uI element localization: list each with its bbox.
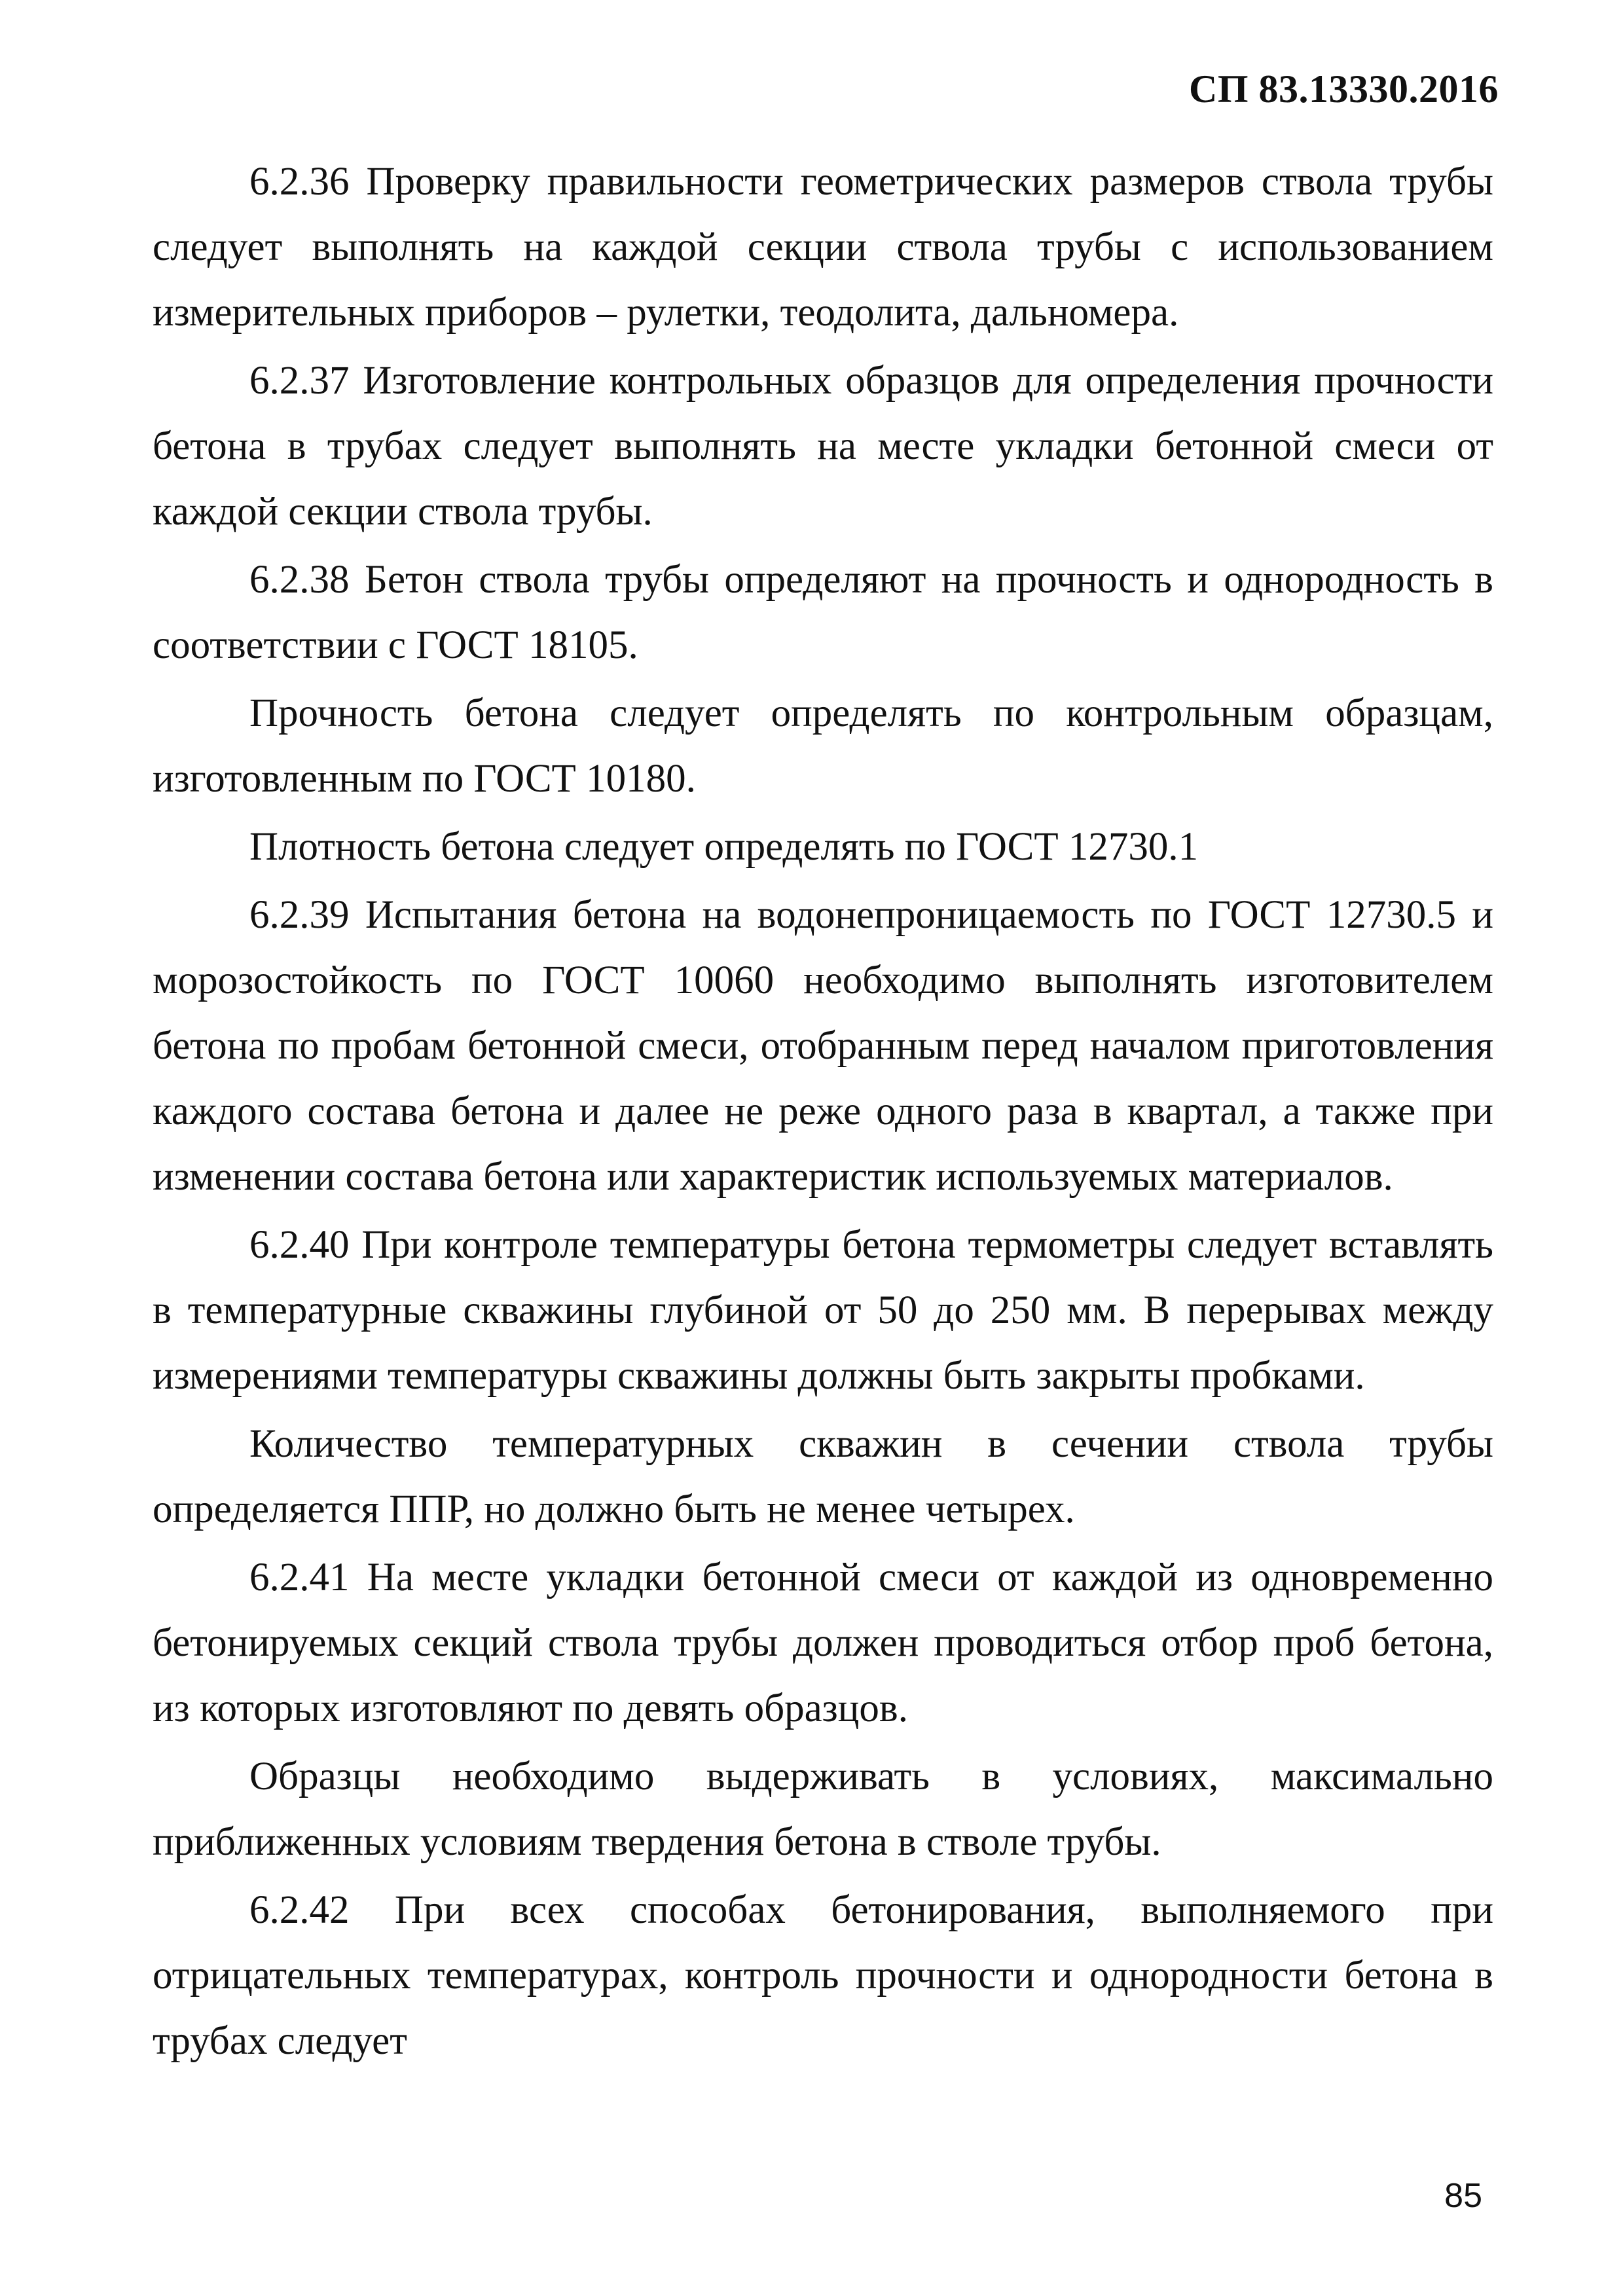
page-number: 85 (1444, 2177, 1482, 2215)
paragraph-6-2-36: 6.2.36 Проверку правильности геометрических размеров ствола трубы следует выполнять на каждой секции ствола трубы с использованием измерительных приборов – рулетки, теодолита, дальномера. (153, 160, 1493, 335)
document-body (153, 149, 1493, 2074)
paragraph-6-2-41: 6.2.41 На месте укладки бетонной смеси от каждой из одновременно бетонируемых секций ствола трубы должен проводиться отбор проб бетона, из которых изготовляют по девять образцов. (153, 1556, 1493, 1730)
paragraph-6-2-37: 6.2.37 Изготовление контрольных образцов для определения прочности бетона в трубах следует выполнять на месте укладки бетонной смеси от каждой секции ствола трубы. (153, 359, 1493, 534)
document-code-header: СП 83.13330.2016 (1189, 67, 1499, 111)
paragraph-6-2-42: 6.2.42 При всех способах бетонирования, выполняемого при отрицательных температурах, контроль прочности и однородности бетона в трубах следует (153, 1888, 1493, 2063)
paragraph-samples-curing: Образцы необходимо выдерживать в условиях, максимально приближенных условиям твердения бетона в стволе трубы. (153, 1755, 1493, 1864)
paragraph-6-2-40: 6.2.40 При контроле температуры бетона термометры следует вставлять в температурные скважины глубиной от 50 до 250 мм. В перерывах между измерениями температуры скважины должны быть закрыты пробками. (153, 1223, 1493, 1398)
paragraph-6-2-39: 6.2.39 Испытания бетона на водонепроницаемость по ГОСТ 12730.5 и морозостойкость по ГОСТ 10060 необходимо выполнять изготовителем бетона по пробам бетонной смеси, отобранным перед началом приготовления каждого состава бетона и далее не реже одного раза в квартал, а также при изменении состава бетона или характеристик используемых материалов. (153, 893, 1493, 1199)
paragraph-strength: Прочность бетона следует определять по контрольным образцам, изготовленным по ГОСТ 10180. (153, 691, 1493, 801)
paragraph-density: Плотность бетона следует определять по ГОСТ 12730.1 (249, 825, 1199, 869)
paragraph-6-2-38: 6.2.38 Бетон ствола трубы определяют на прочность и однородность в соответствии с ГОСТ 18105. (153, 558, 1493, 667)
paragraph-well-count: Количество температурных скважин в сечении ствола трубы определяется ППР, но должно быть не менее четырех. (153, 1422, 1493, 1531)
